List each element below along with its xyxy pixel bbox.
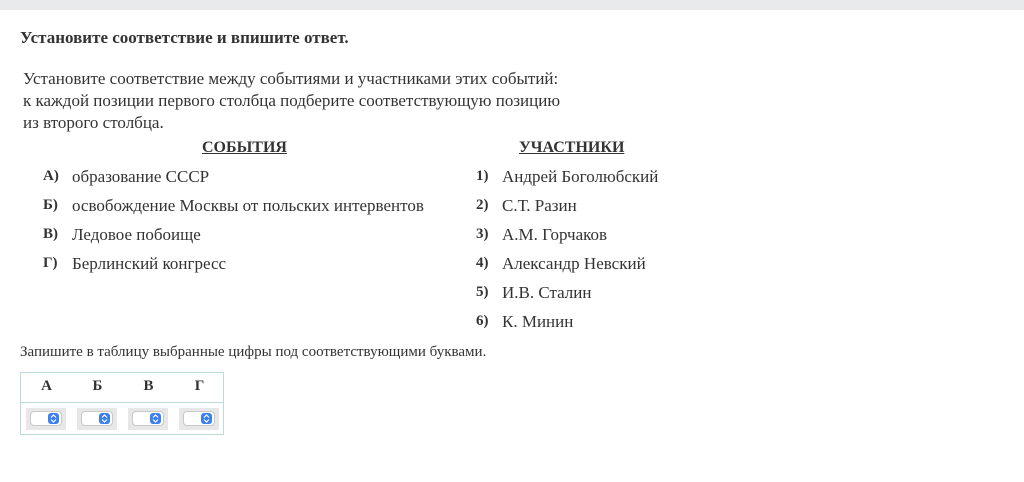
event-letter: В) — [43, 226, 58, 242]
answer-select-cell — [77, 408, 117, 430]
answer-select-b[interactable] — [81, 411, 113, 426]
select-arrows-icon — [150, 413, 161, 424]
participants-column-header: УЧАСТНИКИ — [519, 139, 625, 156]
participant-text: С.Т. Разин — [502, 196, 577, 215]
participant-number: 1) — [476, 168, 489, 184]
event-letter: Б) — [43, 197, 58, 213]
answer-select-cell — [179, 408, 219, 430]
answer-table-header — [21, 373, 223, 403]
participant-number: 2) — [476, 197, 489, 213]
intro-line: к каждой позиции первого столбца подберите соответствующую позицию — [23, 91, 561, 110]
participant-text: А.М. Горчаков — [502, 225, 608, 244]
participant-number: 5) — [476, 284, 489, 300]
answer-select-a[interactable] — [30, 411, 62, 426]
select-arrows-icon — [201, 413, 212, 424]
top-bar — [0, 0, 1024, 10]
intro-line: из второго столбца. — [23, 113, 164, 132]
answer-select-cell — [26, 408, 66, 430]
answer-table — [20, 372, 224, 435]
intro-line: Установите соответствие между событиями и участниками этих событий: — [23, 69, 559, 88]
participant-text: Александр Невский — [502, 254, 646, 273]
event-text: образование СССР — [72, 167, 210, 186]
answer-select-g[interactable] — [183, 411, 215, 426]
task-intro — [23, 68, 560, 134]
answer-column-letter: Б — [92, 378, 103, 394]
participant-number: 6) — [476, 313, 489, 329]
answer-instruction: Запишите в таблицу выбранные цифры под соответствующими буквами. — [20, 344, 487, 360]
event-text: освобождение Москвы от польских интервентов — [72, 196, 424, 215]
event-letter: Г) — [43, 255, 58, 271]
event-text: Ледовое побоище — [72, 225, 201, 244]
answer-column-letter: Г — [194, 378, 205, 394]
participant-number: 3) — [476, 226, 489, 242]
answer-column-letter: В — [143, 378, 154, 394]
select-arrows-icon — [48, 413, 59, 424]
event-text: Берлинский конгресс — [72, 254, 227, 273]
participant-text: Андрей Боголюбский — [502, 167, 659, 186]
events-column-header: СОБЫТИЯ — [202, 139, 287, 156]
event-letter: А) — [43, 168, 59, 184]
participant-number: 4) — [476, 255, 489, 271]
answer-column-letter: А — [41, 378, 52, 394]
task-title: Установите соответствие и впишите ответ. — [20, 28, 349, 47]
participant-text: К. Минин — [502, 312, 574, 331]
participant-text: И.В. Сталин — [502, 283, 592, 302]
select-arrows-icon — [99, 413, 110, 424]
answer-select-v[interactable] — [132, 411, 164, 426]
answer-select-cell — [128, 408, 168, 430]
